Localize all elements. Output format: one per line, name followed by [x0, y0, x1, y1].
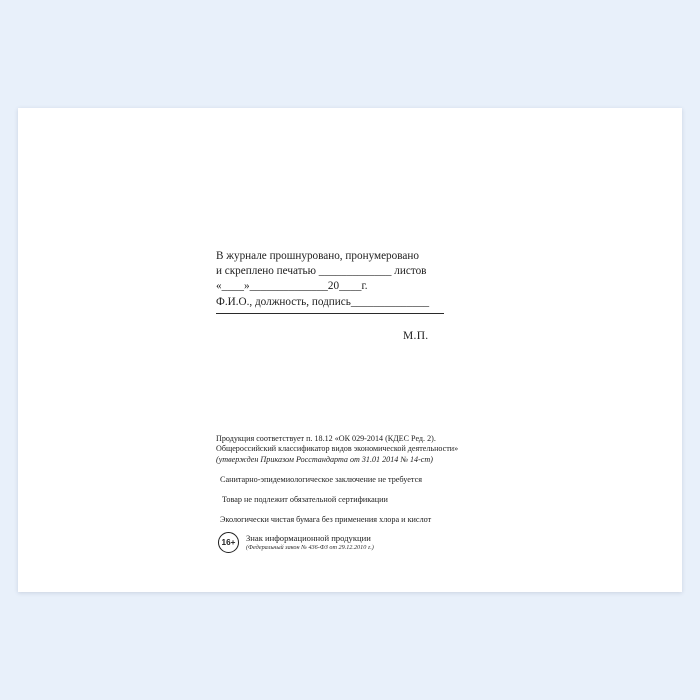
- note-certification: Товар не подлежит обязательной сертификации: [222, 494, 388, 504]
- certification-block: [216, 249, 516, 314]
- classifier-line-2: Общероссийский классификатор видов экономической деятельности»: [216, 444, 459, 454]
- age-mark-subtitle: (Федеральный закон № 436-ФЗ от 29.12.2010 г.): [246, 544, 374, 551]
- age-mark: [218, 532, 374, 553]
- age-badge-icon: 16+: [218, 532, 239, 553]
- classifier-line-1: Продукция соответствует п. 18.12 «ОК 029-2014 (КДЕС Ред. 2).: [216, 434, 436, 443]
- signature-rule: [216, 312, 444, 314]
- seal-label: М.П.: [403, 330, 429, 342]
- certification-line-2: и скреплено печатью _____________ листов: [216, 265, 427, 278]
- note-ecology: Экологически чистая бумага без применения хлора и кислот: [220, 514, 432, 524]
- legal-block: [216, 434, 546, 525]
- certification-line-4: Ф.И.О., должность, подпись______________: [216, 295, 430, 308]
- note-sanitary: Санитарно-эпидемиологическое заключение не требуется: [220, 474, 422, 484]
- certification-line-1: В журнале прошнуровано, пронумеровано: [216, 250, 419, 262]
- classifier-line-3: (утвержден Приказом Росстандарта от 31.01 2014 № 14-ст): [216, 454, 433, 464]
- age-mark-title: Знак информационной продукции: [246, 533, 371, 543]
- classifier-paragraph: [216, 434, 546, 465]
- document-page: [18, 108, 682, 592]
- age-mark-text: [246, 533, 374, 552]
- page-content: [18, 108, 682, 592]
- certification-line-3: «____»______________20____г.: [216, 280, 368, 293]
